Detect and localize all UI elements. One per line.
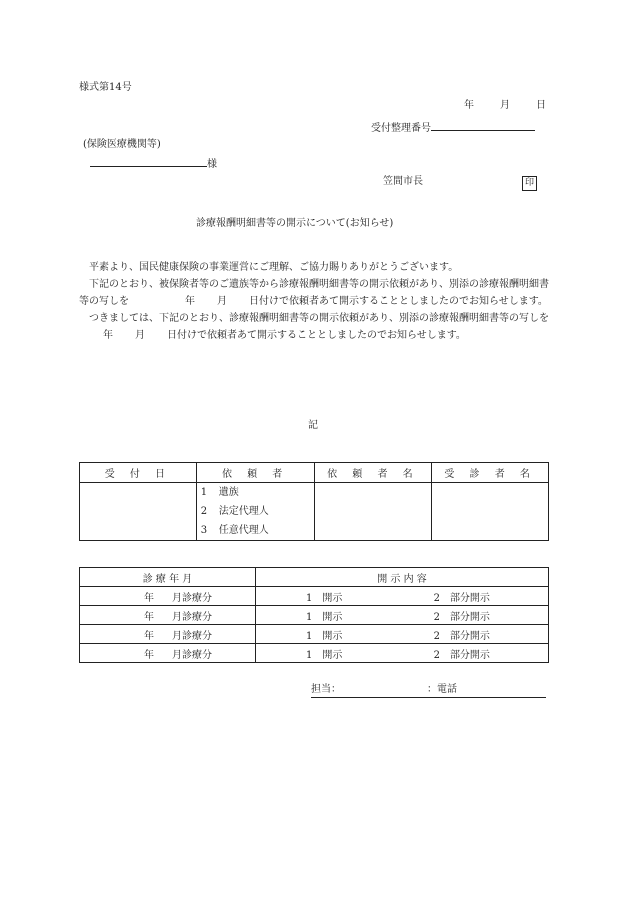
sender-title: 笠間市長 [383, 176, 423, 187]
table-row [80, 587, 549, 606]
requester-option[interactable]: 3 任意代理人 [200, 525, 269, 536]
header-disclosure-content: 開 示 内 容 [256, 568, 549, 587]
disclosure-options-cell [256, 644, 549, 663]
option-disclose[interactable]: 1 開示 [306, 649, 343, 661]
addressee-blank[interactable] [90, 157, 207, 167]
disclosure-table [79, 567, 549, 663]
header-treatment-month: 診 療 年 月 [80, 568, 256, 587]
paragraph-2: 下記のとおり、被保険者等のご遺族等から診療報酬明細書等の開示依頼があり、別添の診療報酬明細書等の写しを 年 月 日付けで依頼者あて開示することとしましたのでお知らせします。 [79, 279, 549, 307]
option-disclose[interactable]: 1 開示 [306, 630, 343, 642]
seal-mark: 印 [522, 176, 537, 191]
disclosure-options-cell [256, 587, 549, 606]
header-requester-name: 依 頼 者 名 [314, 463, 432, 483]
option-disclose[interactable]: 1 開示 [306, 611, 343, 623]
date-month: 月 [500, 100, 510, 111]
contact-person-label: 担当： [311, 684, 341, 695]
header-received-date: 受 付 日 [80, 463, 197, 483]
header-requester: 依 頼 者 [196, 463, 314, 483]
option-disclose[interactable]: 1 開示 [306, 592, 343, 604]
received-date-cell[interactable] [80, 483, 197, 541]
date-day: 日 [536, 100, 546, 111]
request-table [79, 462, 549, 541]
option-partial-disclose[interactable]: 2 部分開示 [433, 592, 490, 604]
treatment-month-cell[interactable]: 年 月診療分 [80, 587, 256, 606]
receipt-number-blank[interactable] [431, 121, 535, 131]
contact-phone-label: ：電話 [427, 684, 457, 695]
receipt-number [371, 121, 535, 134]
table-row [80, 644, 549, 663]
requester-name-cell[interactable] [314, 483, 432, 541]
treatment-month-cell[interactable]: 年 月診療分 [80, 606, 256, 625]
table-row [80, 625, 549, 644]
header-patient-name: 受 診 者 名 [432, 463, 549, 483]
requester-option[interactable]: 1 遺族 [200, 487, 239, 498]
option-partial-disclose[interactable]: 2 部分開示 [433, 630, 490, 642]
addressee-honorific: 様 [207, 159, 217, 170]
addressee-line [90, 157, 217, 170]
document-title: 診療報酬明細書等の開示について(お知らせ) [196, 218, 394, 229]
requester-options-cell [196, 483, 314, 541]
notes-heading: 記 [308, 420, 318, 431]
treatment-month-cell[interactable]: 年 月診療分 [80, 644, 256, 663]
patient-name-cell[interactable] [432, 483, 549, 541]
option-partial-disclose[interactable]: 2 部分開示 [433, 649, 490, 661]
body-text [79, 259, 549, 344]
form-number: 様式第14号 [79, 82, 132, 93]
date-line [464, 101, 546, 111]
treatment-month-cell[interactable]: 年 月診療分 [80, 625, 256, 644]
paragraph-3: つきましては、下記のとおり、診療報酬明細書等の開示依頼があり、別添の診療報酬明細書等の写しを年 月 日付けで依頼者あて開示することとしましたのでお知らせします。 [89, 313, 549, 341]
receipt-number-label: 受付整理番号 [371, 123, 431, 134]
addressee-org-label: (保険医療機関等) [83, 139, 161, 150]
table-row [80, 606, 549, 625]
option-partial-disclose[interactable]: 2 部分開示 [433, 611, 490, 623]
disclosure-options-cell [256, 606, 549, 625]
disclosure-options-cell [256, 625, 549, 644]
requester-option[interactable]: 2 法定代理人 [200, 506, 269, 517]
contact-line [311, 685, 546, 698]
date-year: 年 [464, 100, 474, 111]
paragraph-1: 平素より、国民健康保険の事業運営にご理解、ご協力賜りありがとうございます。 [89, 262, 459, 273]
